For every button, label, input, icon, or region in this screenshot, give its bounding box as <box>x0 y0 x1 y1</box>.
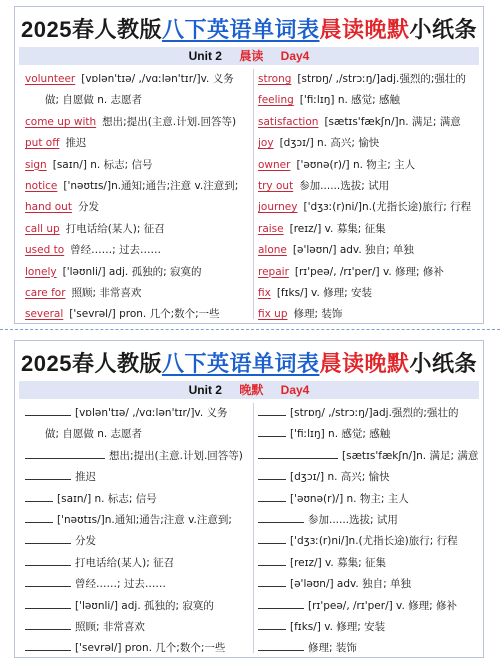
dictation-row <box>25 403 247 424</box>
vocab-definition: 曾经……; 过去…… <box>70 244 162 257</box>
vocab-row <box>258 69 479 90</box>
vocab-definition: [sætɪs'fækʃn/]n. 满足; 满意 <box>342 449 479 462</box>
answer-blank[interactable] <box>25 467 71 480</box>
answer-blank[interactable] <box>25 446 105 459</box>
vocab-definition: [vɒlən'tɪə/ ,/vɑːlən'tɪr/]v. 义务 <box>75 407 228 419</box>
answer-blank[interactable] <box>258 553 286 566</box>
answer-blank[interactable] <box>25 403 71 416</box>
vocab-row <box>25 112 247 133</box>
dictation-row <box>25 446 247 467</box>
vocab-definition: ['dʒɜː(r)ni/]n.(尤指长途)旅行; 行程 <box>303 201 472 214</box>
dictation-row <box>258 446 479 467</box>
vocab-definition: [saɪn/] n. 标志; 信号 <box>52 158 153 171</box>
vocab-definition: 推迟 <box>65 137 87 150</box>
answer-blank[interactable] <box>25 489 53 502</box>
vocab-definition: 打电话给(某人); 征召 <box>65 222 165 235</box>
sheet-title: 2025春人教版八下英语单词表晨读晚默小纸条 <box>21 351 477 376</box>
dictation-row <box>25 467 247 488</box>
vocab-definition: 分发 <box>75 535 96 548</box>
vocab-definition: [rɪ'peə/, /rɪ'per/] v. 修理; 修补 <box>294 265 444 278</box>
vocab-definition: [fɪks/] v. 修理; 安装 <box>290 620 386 633</box>
vocab-row <box>25 240 247 261</box>
vocab-definition: 修理; 装饰 <box>293 308 343 321</box>
vocab-word: raise <box>258 222 284 235</box>
vocab-definition: [ə'ləʊn/] adv. 独自; 单独 <box>292 244 414 257</box>
vocab-row <box>25 283 247 304</box>
vocab-word: strong <box>258 73 292 85</box>
vocab-definition: [sætɪs'fækʃn/]n. 满足; 满意 <box>324 115 461 128</box>
dictation-row <box>258 467 479 488</box>
vocab-word: repair <box>258 265 289 278</box>
vocab-row <box>25 219 247 240</box>
vocab-word: several <box>25 308 64 321</box>
vocab-row <box>258 90 479 111</box>
dictation-row <box>258 596 479 617</box>
answer-blank[interactable] <box>258 531 286 544</box>
vocab-definition: [reɪz/] v. 募集; 征集 <box>289 222 386 235</box>
vocab-word: volunteer <box>25 73 76 85</box>
vocab-definition: ['fiːlɪŋ] n. 感觉; 感触 <box>290 428 391 441</box>
vocab-row <box>25 262 247 283</box>
vocab-row <box>258 176 479 197</box>
vocab-definition: [vɒlən'tɪə/ ,/vɑːlən'tɪr/]v. 义务 <box>81 73 234 85</box>
evening-dictation-sheet <box>14 340 484 658</box>
vocab-word: used to <box>25 244 65 257</box>
vocab-definition: [saɪn/] n. 标志; 信号 <box>57 492 157 505</box>
vocab-word: satisfaction <box>258 115 319 128</box>
answer-blank[interactable] <box>25 638 71 651</box>
vocab-definition: 打电话给(某人); 征召 <box>75 556 175 569</box>
dictation-row <box>25 489 247 510</box>
day-label: Day4 <box>280 383 310 397</box>
vocab-definition: [rɪ'peə/, /rɪ'per/] v. 修理; 修补 <box>308 599 458 612</box>
vocab-row <box>25 69 247 90</box>
vocab-row <box>25 304 247 325</box>
vocab-definition: 做; 自愿做 n. 志愿者 <box>45 94 143 107</box>
dictation-row <box>258 617 479 638</box>
vocab-row <box>25 133 247 154</box>
vocab-definition: [strɒŋ/ ,/strɔːŋ/]adj.强烈的;强壮的 <box>297 73 466 85</box>
vocab-definition: 想出;提出(主意.计划.回答等) <box>109 449 243 462</box>
vocab-definition: ['əʊnə(r)/] n. 物主; 主人 <box>296 158 416 171</box>
vocab-definition: 参加......选拔; 试用 <box>308 513 398 526</box>
answer-blank[interactable] <box>258 403 286 416</box>
answer-blank[interactable] <box>25 617 71 630</box>
cut-line <box>0 329 500 330</box>
vocab-definition: [reɪz/] v. 募集; 征集 <box>290 556 386 569</box>
vocab-row <box>258 133 479 154</box>
answer-blank[interactable] <box>258 467 286 480</box>
vocab-row <box>258 155 479 176</box>
vocab-row <box>258 283 479 304</box>
unit-label: Unit 2 <box>188 383 222 397</box>
word-list-right <box>253 69 479 319</box>
dictation-row <box>258 574 479 595</box>
vocab-word: call up <box>25 222 60 235</box>
unit-label: Unit 2 <box>188 49 222 63</box>
vocab-definition: 推迟 <box>75 471 96 484</box>
answer-blank[interactable] <box>25 574 71 587</box>
dictation-row <box>258 510 479 531</box>
dictation-row <box>258 403 479 424</box>
vocab-word: lonely <box>25 265 57 278</box>
vocab-word: fix up <box>258 308 288 321</box>
vocab-definition: ['nəʊtɪs/]n.通知;通告;注意 v.注意到; <box>63 179 239 192</box>
dictation-row <box>258 553 479 574</box>
answer-blank[interactable] <box>258 638 304 651</box>
mode-label: 晚默 <box>239 383 264 397</box>
vocab-definition: 分发 <box>77 201 99 214</box>
dictation-row <box>25 638 247 659</box>
vocab-definition: [strɒŋ/ ,/strɔːŋ/]adj.强烈的;强壮的 <box>290 407 459 419</box>
vocab-definition: ['ləʊnli/] adj. 孤独的; 寂寞的 <box>75 599 214 612</box>
dictation-list-right <box>253 403 479 653</box>
vocab-row <box>25 90 247 111</box>
unit-day-bar <box>19 47 479 65</box>
vocab-definition: ['dʒɜː(r)ni/]n.(尤指长途)旅行; 行程 <box>290 535 458 548</box>
day-label: Day4 <box>280 49 310 63</box>
answer-blank[interactable] <box>258 446 338 459</box>
vocab-definition: 照顾; 非常喜欢 <box>71 286 142 299</box>
dictation-row <box>25 531 247 552</box>
vocab-word: feeling <box>258 94 294 107</box>
vocab-definition: 参加......选拔; 试用 <box>299 179 390 192</box>
dictation-row <box>25 596 247 617</box>
vocab-word: notice <box>25 179 58 192</box>
vocab-word: put off <box>25 137 60 150</box>
vocab-definition: 做; 自愿做 n. 志愿者 <box>45 428 143 441</box>
answer-blank[interactable] <box>258 489 286 502</box>
answer-blank[interactable] <box>258 424 286 437</box>
vocab-definition: [dʒɔɪ/] n. 高兴; 愉快 <box>290 471 390 484</box>
vocab-definition: ['əʊnə(r)/] n. 物主; 主人 <box>290 492 409 505</box>
answer-blank[interactable] <box>258 617 286 630</box>
vocab-definition: ['sevrəl/] pron. 几个;数个;一些 <box>69 308 220 321</box>
vocab-row <box>258 112 479 133</box>
dictation-row <box>258 489 479 510</box>
sheet-title: 2025春人教版八下英语单词表晨读晚默小纸条 <box>21 17 477 42</box>
answer-blank[interactable] <box>25 510 53 523</box>
vocab-definition: 照顾; 非常喜欢 <box>75 620 145 633</box>
morning-reading-sheet <box>14 6 484 324</box>
answer-blank[interactable] <box>25 553 71 566</box>
dictation-row <box>25 553 247 574</box>
vocab-word: joy <box>258 137 274 150</box>
vocab-definition: ['fiːlɪŋ] n. 感觉; 感触 <box>299 94 401 107</box>
vocab-definition: [fɪks/] v. 修理; 安装 <box>276 286 372 299</box>
vocab-definition: 修理; 装饰 <box>308 642 357 655</box>
vocab-row <box>25 155 247 176</box>
vocab-word: sign <box>25 158 47 171</box>
word-list-left <box>25 69 247 319</box>
vocab-word: journey <box>258 201 298 214</box>
mode-label: 晨读 <box>239 49 264 63</box>
dictation-row <box>258 424 479 445</box>
vocab-definition: ['nəʊtɪs/]n.通知;通告;注意 v.注意到; <box>57 513 232 526</box>
vocab-definition: ['ləʊnli/] adj. 孤独的; 寂寞的 <box>62 265 202 278</box>
vocab-word: care for <box>25 286 66 299</box>
vocab-definition: 想出;提出(主意.计划.回答等) <box>102 115 237 128</box>
vocab-row <box>258 304 479 325</box>
unit-day-bar <box>19 381 479 399</box>
vocab-row <box>25 176 247 197</box>
dictation-row <box>258 531 479 552</box>
vocab-row <box>258 262 479 283</box>
vocab-word: try out <box>258 179 294 192</box>
dictation-row <box>25 574 247 595</box>
vocab-definition: 曾经……; 过去…… <box>75 578 166 591</box>
vocab-word: come up with <box>25 115 97 128</box>
answer-blank[interactable] <box>258 574 286 587</box>
dictation-row <box>25 510 247 531</box>
vocab-row <box>258 197 479 218</box>
vocab-word: fix <box>258 286 271 299</box>
vocab-row <box>25 197 247 218</box>
vocab-row <box>258 219 479 240</box>
dictation-row <box>25 617 247 638</box>
answer-blank[interactable] <box>25 596 71 609</box>
vocab-word: hand out <box>25 201 72 214</box>
vocab-definition: [dʒɔɪ/] n. 高兴; 愉快 <box>279 137 380 150</box>
dictation-row <box>25 424 247 445</box>
dictation-row <box>258 638 479 659</box>
vocab-definition: ['sevrəl/] pron. 几个;数个;一些 <box>75 642 226 655</box>
vocab-word: owner <box>258 158 291 171</box>
vocab-definition: [ə'ləʊn/] adv. 独自; 单独 <box>290 578 411 591</box>
vocab-word: alone <box>258 244 287 257</box>
answer-blank[interactable] <box>25 531 71 544</box>
vocab-row <box>258 240 479 261</box>
dictation-list-left <box>25 403 247 653</box>
answer-blank[interactable] <box>258 510 304 523</box>
answer-blank[interactable] <box>258 596 304 609</box>
